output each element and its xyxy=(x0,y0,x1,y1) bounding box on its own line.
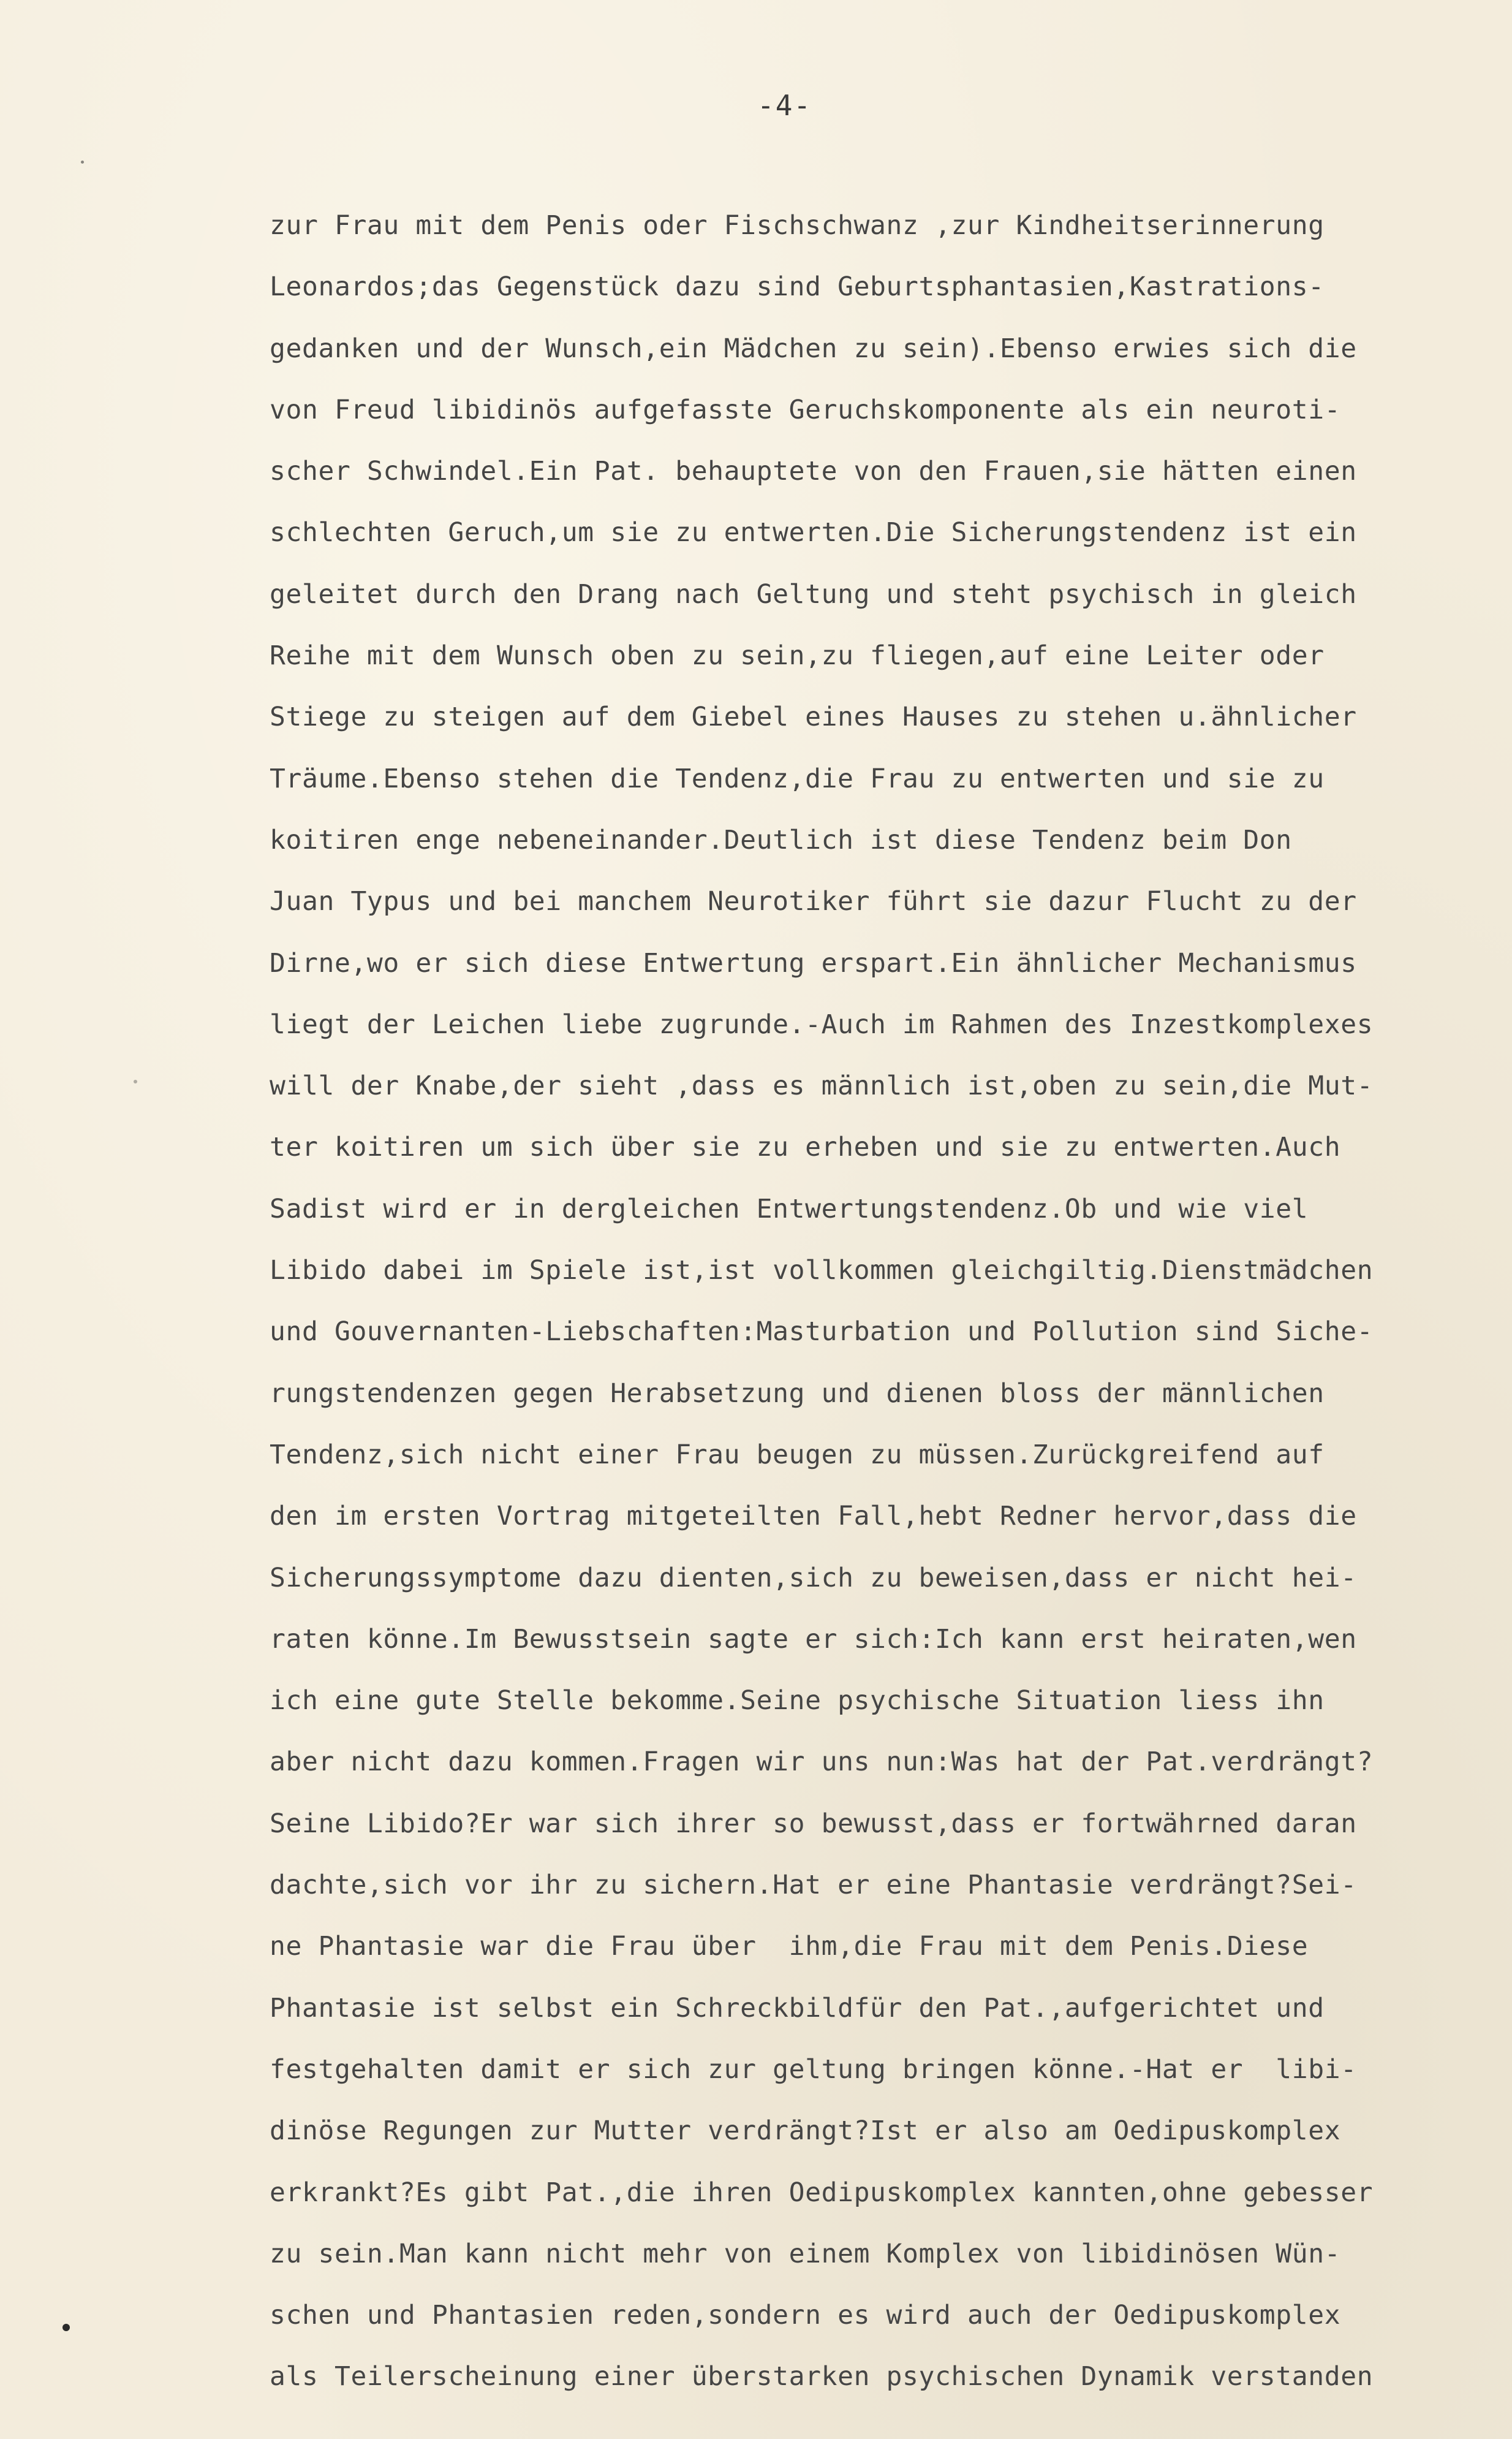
text-line: aber nicht dazu kommen.Fragen wir uns nun:Was hat der Pat.verdrängt? xyxy=(270,1747,1374,1778)
text-line: zur Frau mit dem Penis oder Fischschwanz ,zur Kindheitserinnerung xyxy=(270,210,1325,241)
text-line: liegt der Leichen liebe zugrunde.-Auch im Rahmen des Inzestkomplexes xyxy=(270,1009,1374,1040)
text-line: gedanken und der Wunsch,ein Mädchen zu sein).Ebenso erwies sich die xyxy=(270,333,1357,364)
text-line: schen und Phantasien reden,sondern es wird auch der Oedipuskomplex xyxy=(270,2300,1341,2331)
text-line: als Teilerscheinung einer überstarken psychischen Dynamik verstanden xyxy=(270,2361,1374,2392)
text-line: Dirne,wo er sich diese Entwertung erspart.Ein ähnlicher Mechanismus xyxy=(270,947,1357,979)
text-line: und Gouvernanten-Liebschaften:Masturbation und Pollution sind Siche- xyxy=(270,1316,1374,1348)
text-line: Sadist wird er in dergleichen Entwertungstendenz.Ob und wie viel xyxy=(270,1193,1309,1224)
text-line: will der Knabe,der sieht ,dass es männlich ist,oben zu sein,die Mut- xyxy=(270,1071,1374,1102)
text-line: raten könne.Im Bewusstsein sagte er sich:Ich kann erst heiraten,wen xyxy=(270,1623,1357,1655)
text-line: ich eine gute Stelle bekomme.Seine psychische Situation liess ihn xyxy=(270,1685,1325,1716)
text-line: koitiren enge nebeneinander.Deutlich ist diese Tendenz beim Don xyxy=(270,824,1292,855)
text-line: Seine Libido?Er war sich ihrer so bewusst,dass er fortwährned daran xyxy=(270,1808,1357,1839)
text-line: Träume.Ebenso stehen die Tendenz,die Frau zu entwerten und sie zu xyxy=(270,763,1325,794)
text-line: ter koitiren um sich über sie zu erheben und sie zu entwerten.Auch xyxy=(270,1132,1341,1163)
text-line: geleitet durch den Drang nach Geltung und steht psychisch in gleich xyxy=(270,578,1357,610)
text-line: Juan Typus und bei manchem Neurotiker führt sie dazur Flucht zu der xyxy=(270,886,1357,917)
text-line: Sicherungssymptome dazu dienten,sich zu beweisen,dass er nicht hei- xyxy=(270,1562,1357,1593)
text-line: zu sein.Man kann nicht mehr von einem Komplex von libidinösen Wün- xyxy=(270,2238,1341,2269)
text-line: den im ersten Vortrag mitgeteilten Fall,hebt Redner hervor,dass die xyxy=(270,1501,1357,1532)
text-line: scher Schwindel.Ein Pat. behauptete von den Frauen,sie hätten einen xyxy=(270,456,1357,487)
text-line: Phantasie ist selbst ein Schreckbildfür den Pat.,aufgerichtet und xyxy=(270,1992,1325,2024)
text-line: Leonardos;das Gegenstück dazu sind Geburtsphantasien,Kastrations- xyxy=(270,271,1325,303)
paper-speck xyxy=(134,1080,137,1083)
text-line: dinöse Regungen zur Mutter verdrängt?Ist er also am Oedipuskomplex xyxy=(270,2115,1341,2147)
paper-speck xyxy=(81,161,84,164)
text-line: Tendenz,sich nicht einer Frau beugen zu müssen.Zurückgreifend auf xyxy=(270,1439,1325,1470)
text-line: Libido dabei im Spiele ist,ist vollkommen gleichgiltig.Dienstmädchen xyxy=(270,1255,1374,1286)
text-line: festgehalten damit er sich zur geltung bringen könne.-Hat er libi- xyxy=(270,2054,1357,2085)
text-line: rungstendenzen gegen Herabsetzung und dienen bloss der männlichen xyxy=(270,1378,1325,1409)
text-line: von Freud libidinös aufgefasste Geruchskomponente als ein neuroti- xyxy=(270,394,1341,425)
text-line: Reihe mit dem Wunsch oben zu sein,zu fliegen,auf eine Leiter oder xyxy=(270,640,1325,672)
text-line: ne Phantasie war die Frau über ihm,die Frau mit dem Penis.Diese xyxy=(270,1931,1309,1962)
text-line: dachte,sich vor ihr zu sichern.Hat er eine Phantasie verdrängt?Sei- xyxy=(270,1870,1357,1901)
page-number: -4- xyxy=(757,89,812,122)
text-line: schlechten Geruch,um sie zu entwerten.Die Sicherungstendenz ist ein xyxy=(270,517,1357,548)
text-line: erkrankt?Es gibt Pat.,die ihren Oedipuskomplex kannten,ohne gebesser xyxy=(270,2177,1374,2208)
text-line: Stiege zu steigen auf dem Giebel eines Hauses zu stehen u.ähnlicher xyxy=(270,702,1357,733)
paper-speck xyxy=(62,2324,70,2331)
body-text xyxy=(270,195,1498,2408)
